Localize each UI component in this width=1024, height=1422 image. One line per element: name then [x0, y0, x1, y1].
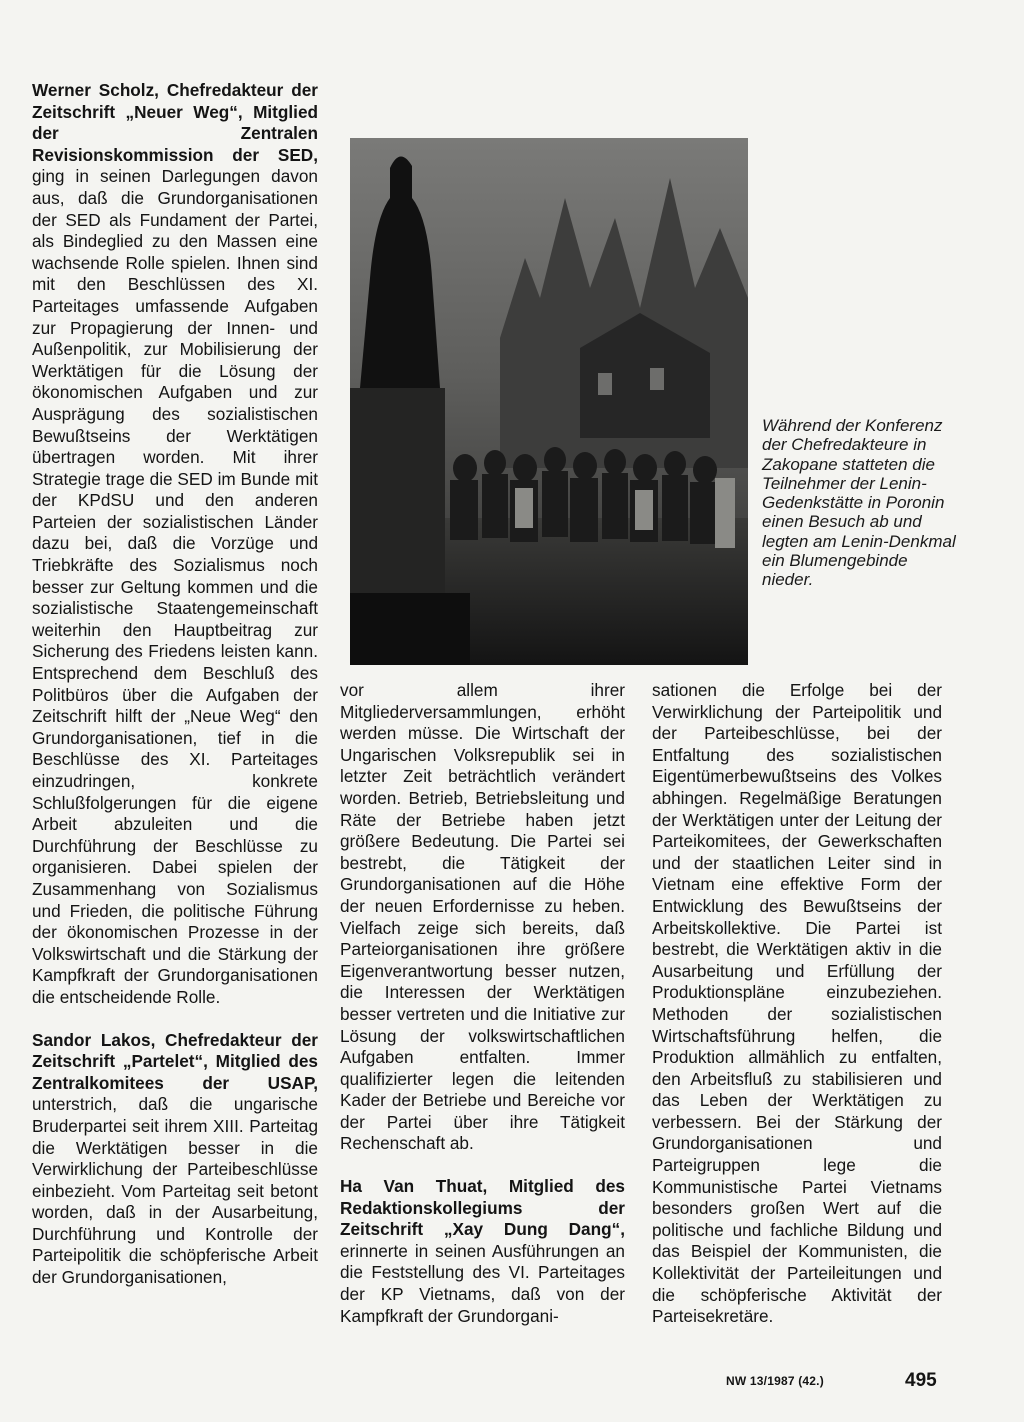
page-number: 495 [905, 1370, 937, 1391]
article-column-3 [652, 680, 942, 1328]
paragraph-continuation [340, 680, 625, 1155]
photo-image [350, 138, 748, 665]
article-column-1 [32, 80, 318, 1289]
paragraph-werner-scholz [32, 80, 318, 1009]
photo-caption: Während der Konferenz der Chefredakteure in Zakopane statteten die Teilnehmer der Lenin-Gedenkstätte in Poronin einen Besuch ab und legten am Lenin-Denkmal ein Blumengebinde nieder. [762, 416, 956, 590]
paragraph-text: ging in seinen Darlegungen davon aus, daß die Grundorganisationen der SED als Fundament der Partei, als Bindeglied zu den Massen eine wachsende Rolle spielen. Ihnen sind mit den Beschlüssen des XI. Parteitages umfassende Aufgaben zur Propagierung der Innen- und Außenpolitik, zur Mobilisierung der Werktätigen für die Lösung der ökonomischen Aufgaben und zur Ausprägung des sozialistischen Bewußtseins der Werktätigen übertragen worden. Mit ihrer Strategie trage die SED im Bunde mit der KPdSU und den anderen Parteien der sozialistischen Länder dazu bei, daß die Vorzüge und Triebkräfte des Sozialismus noch besser zur Geltung kommen und die sozialistische Staatengemeinschaft weiterhin den Hauptbeitrag zur Sicherung des Friedens leisten kann. Entsprechend dem Beschluß des Politbüros über die Aufgaben der Zeitschrift hilft der „Neue Weg“ den Grundorganisationen, tief in die Beschlüsse des XI. Parteitages einzudringen, konkrete Schlußfolgerungen für die eigene Arbeit abzuleiten und die Durchführung der Beschlüsse zu organisieren. Dabei spielen der Zusammenhang von Sozialismus und Frieden, die politische Führung der ökonomischen Prozesse in der Volkswirtschaft und die Stärkung der Kampfkraft der Grundorganisationen die entscheidende Rolle. [32, 166, 318, 1007]
paragraph-ha-van-thuat [340, 1176, 625, 1327]
paragraph-text: unterstrich, daß die ungarische Bruderpartei seit ihrem XIII. Parteitag die Werktätigen besser in die Verwirklichung der Parteibeschlüsse einbezieht. Vom Parteitag seit betont worden, daß in der Ausarbeitung, Durchführung und Kontrolle der Parteipolitik die schöpferische Arbeit der Grundorganisationen, [32, 1094, 318, 1288]
paragraph-text: vor allem ihrer Mitgliederversammlungen, erhöht werden müsse. Die Wirtschaft der Ungarischen Volksrepublik sei in letzter Zeit beträchtlich verändert worden. Betrieb, Betriebsleitung und Räte der Betriebe haben jetzt größere Bedeutung. Die Partei sei bestrebt, die Tätigkeit der Grundorganisationen auf die Höhe der neuen Erfordernisse zu heben. Vielfach zeige sich bereits, daß Parteiorganisationen ihre größere Eigenverantwortung besser nutzen, die Interessen der Werktätigen besser vertreten und die Initiative zur Lösung der volkswirtschaftlichen Aufgaben entfalten. Immer qualifizierter legen die leitenden Kader der Betriebe und Bereiche vor der Partei über ihre Tätigkeit Rechenschaft ab. [340, 680, 625, 1154]
speaker-name: Werner Scholz, Chefredakteur der Zeitschrift „Neuer Weg“, Mitglied der Zentralen Revisionskommission der SED, [32, 80, 318, 165]
issue-reference: NW 13/1987 (42.) [726, 1374, 824, 1388]
speaker-name: Sandor Lakos, Chefredakteur der Zeitschrift „Partelet“, Mitglied des Zentralkomitees der USAP, [32, 1029, 318, 1093]
paragraph-continuation [652, 680, 942, 1328]
photo-lenin-monument [350, 138, 748, 665]
speaker-name: Ha Van Thuat, Mitglied des Redaktionskollegiums der Zeitschrift „Xay Dung Dang“, [340, 1176, 625, 1240]
article-column-2 [340, 680, 625, 1327]
paragraph-text: erinnerte in seinen Ausführungen an die Feststellung des VI. Parteitages der KP Vietnams, daß von der Kampfkraft der Grundorgani- [340, 1240, 625, 1326]
paragraph-text: sationen die Erfolge bei der Verwirklichung der Parteipolitik und der Parteibeschlüsse, bei der Entfaltung des sozialistischen Eigentümerbewußtseins des Volkes abhingen. Regelmäßige Beratungen der Werktätigen unter der Leitung der Parteikomitees, der Gewerkschaften und der staatlichen Leiter sind in Vietnam eine effektive Form der Entwicklung des Bewußtseins der Arbeitskollektive. Die Partei ist bestrebt, die Werktätigen aktiv in die Ausarbeitung und Erfüllung der Produktionspläne einzubeziehen. Methoden der sozialistischen Wirtschaftsführung helfen, die Produktion allmählich zu entfalten, den Arbeitsfluß zu stabilisieren und das Leben der Werktätigen zu verbessern. Bei der Stärkung der Grundorganisationen und Parteigruppen lege die Kommunistische Partei Vietnams besonders großen Wert auf die politische und fachliche Bildung und das Beispiel der Kommunisten, die Kollektivität der Parteileitungen und die schöpferische Aktivität der Parteisekretäre. [652, 680, 942, 1327]
paragraph-sandor-lakos [32, 1030, 318, 1289]
